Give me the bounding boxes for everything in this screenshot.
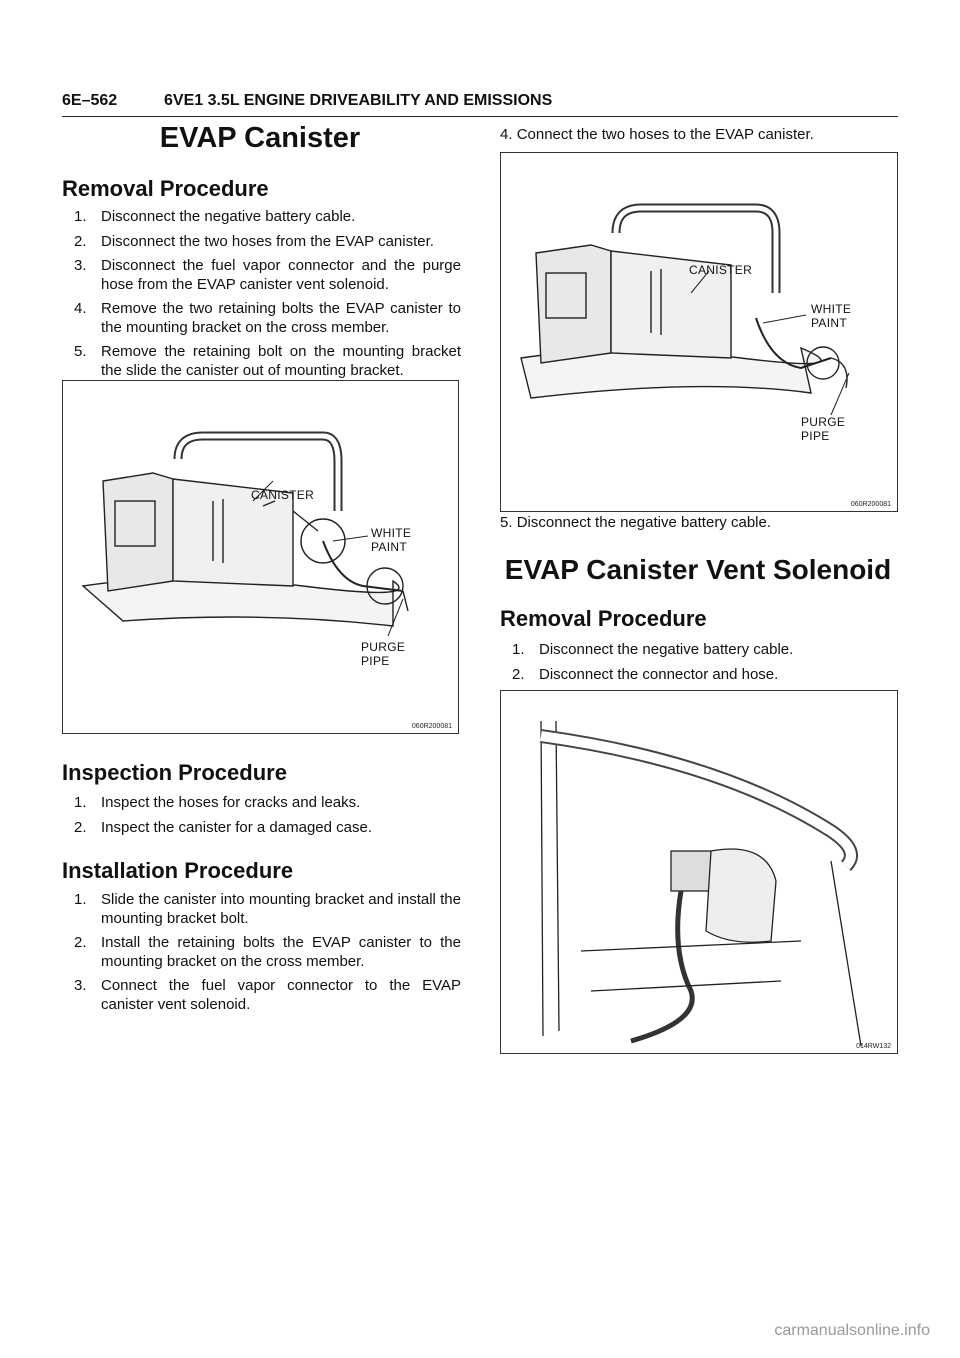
- list-item: 2. Disconnect the two hoses from the EVAP canister.: [74, 232, 434, 250]
- figure-code: 014RW132: [856, 1043, 891, 1050]
- list-item: 1. Slide the canister into mounting bracket and install the mounting bracket bolt.: [74, 891, 461, 927]
- vent-removal-heading: Removal Procedure: [500, 606, 707, 631]
- canister-illustration: [63, 381, 458, 733]
- label-white-paint: WHITE PAINT: [811, 302, 852, 330]
- header-rule: [62, 116, 898, 117]
- list-item: 2. Install the retaining bolts the EVAP canister to the mounting bracket on the cross member.: [74, 934, 461, 970]
- list-item: 3. Connect the fuel vapor connector to the EVAP canister vent solenoid.: [74, 977, 461, 1013]
- removal-steps: [74, 208, 461, 386]
- list-item: 1. Disconnect the negative battery cable.: [74, 208, 356, 225]
- label-purge-pipe: PURGE PIPE: [801, 415, 846, 443]
- inspection-steps: [74, 794, 461, 843]
- list-item: 2. Disconnect the connector and hose.: [512, 665, 779, 683]
- watermark: carmanualsonline.info: [774, 1322, 930, 1339]
- figure-evap-canister-install: [500, 152, 898, 512]
- vent-solenoid-illustration: [501, 691, 897, 1053]
- vent-removal-steps: [512, 641, 899, 690]
- install-step-5: 5. Disconnect the negative battery cable.: [500, 514, 772, 531]
- label-canister: CANISTER: [251, 488, 315, 502]
- installation-steps: [74, 891, 461, 1020]
- section-title-vent-solenoid: EVAP Canister Vent Solenoid: [504, 554, 892, 585]
- section-title-evap-canister: EVAP Canister: [159, 122, 361, 154]
- list-item: 2. Inspect the canister for a damaged case.: [74, 818, 372, 836]
- figure-code: 060R200081: [850, 501, 891, 508]
- removal-heading: Removal Procedure: [62, 176, 269, 201]
- figure-vent-solenoid: [500, 690, 898, 1054]
- canister-illustration: [501, 153, 897, 511]
- figure-code: 060R200081: [411, 723, 452, 730]
- page-number: 6E–562: [62, 92, 118, 109]
- installation-heading: Installation Procedure: [62, 858, 294, 883]
- install-step-4: 4. Connect the two hoses to the EVAP canister.: [500, 126, 814, 143]
- label-canister: CANISTER: [689, 263, 753, 277]
- page-header-title: 6VE1 3.5L ENGINE DRIVEABILITY AND EMISSIONS: [164, 92, 553, 109]
- list-item: 1. Disconnect the negative battery cable.: [512, 641, 794, 658]
- inspection-heading: Inspection Procedure: [62, 760, 287, 785]
- label-purge-pipe: PURGE PIPE: [361, 640, 406, 668]
- label-white-paint: WHITE PAINT: [371, 526, 412, 554]
- list-item: 5. Remove the retaining bolt on the mounting bracket the slide the canister out of mounting bracket.: [74, 343, 461, 379]
- list-item: 3. Disconnect the fuel vapor connector and the purge hose from the EVAP canister vent solenoid.: [74, 257, 461, 293]
- list-item: 4. Remove the two retaining bolts the EVAP canister to the mounting bracket on the cross member.: [74, 300, 461, 336]
- list-item: 1. Inspect the hoses for cracks and leaks.: [74, 794, 361, 811]
- figure-evap-canister-removal: [62, 380, 459, 734]
